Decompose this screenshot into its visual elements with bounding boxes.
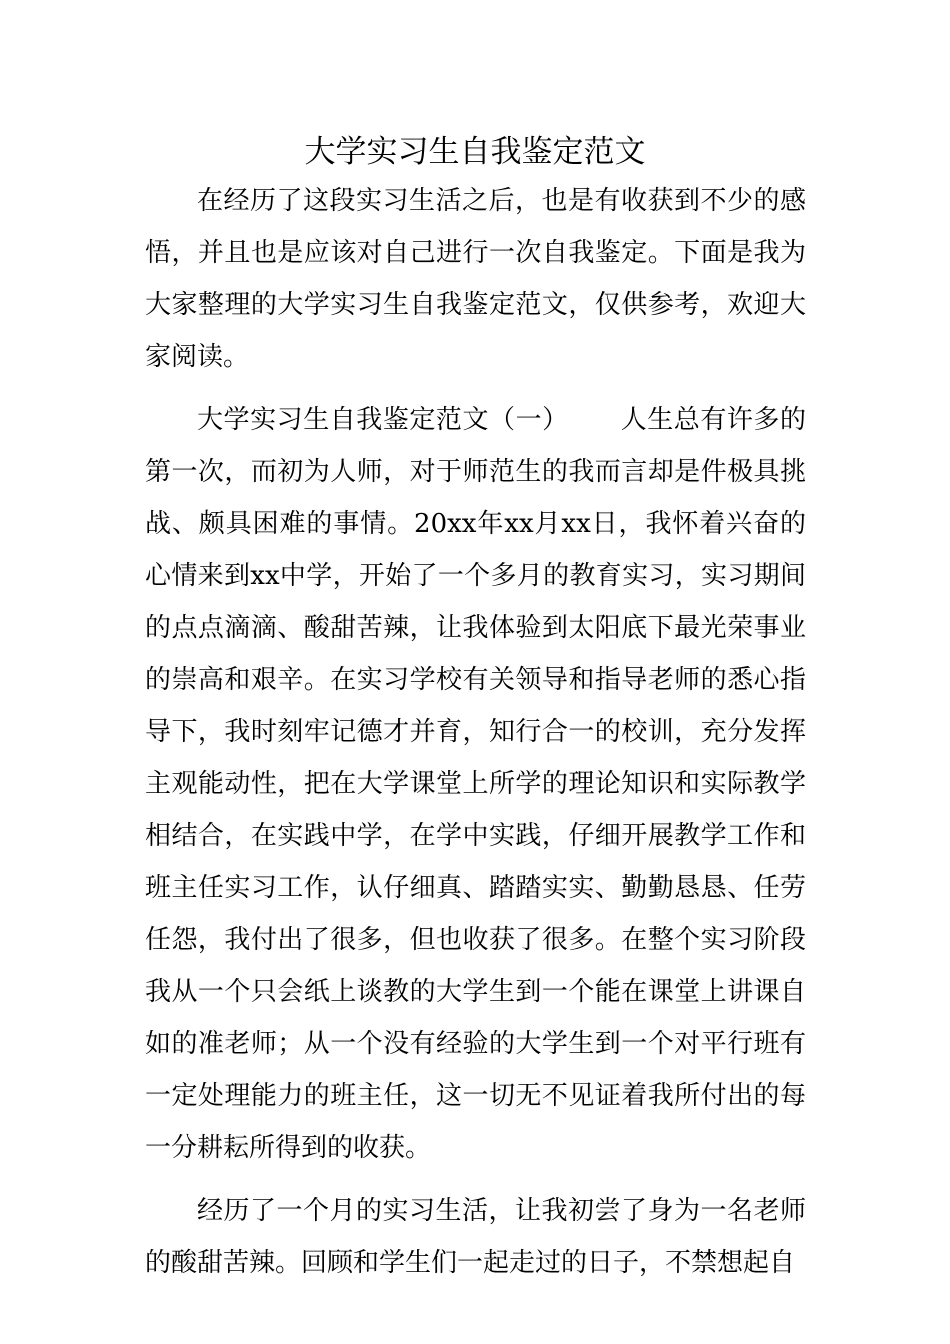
section-one-paragraph [145, 394, 806, 1174]
section-one-text: 人生总有许多的第一次，而初为人师，对于师范生的我而言却是件极具挑战、颇具困难的事情。20xx年xx月xx日，我怀着兴奋的心情来到xx中学，开始了一个多月的教育实习，实习期间的点点滴滴、酸甜苦辣，让我体验到太阳底下最光荣事业的崇高和艰辛。在实习学校有关领导和指导老师的悉心指导下，我时刻牢记德才并育，知行合一的校训，充分发挥主观能动性，把在大学课堂上所学的理论知识和实际教学相结合，在实践中学，在学中实践，仔细开展教学工作和班主任实习工作，认仔细真、踏踏实实、勤勤恳恳、任劳任怨，我付出了很多，但也收获了很多。在整个实习阶段我从一个只会纸上谈教的大学生到一个能在课堂上讲课自如的准老师；从一个没有经验的大学生到一个对平行班有一定处理能力的班主任，这一切无不见证着我所付出的每一分耕耘所得到的收获。 [145, 405, 806, 1163]
paragraph-gap [145, 1174, 806, 1185]
paragraph-gap [145, 383, 806, 394]
section-heading: 大学实习生自我鉴定范文（一） [197, 405, 569, 435]
intro-paragraph: 在经历了这段实习生活之后，也是有收获到不少的感悟，并且也是应该对自己进行一次自我鉴定。下面是我为大家整理的大学实习生自我鉴定范文，仅供参考，欢迎大家阅读。 [145, 186, 806, 372]
document-body [145, 175, 806, 1289]
document-title: 大学实习生自我鉴定范文 [304, 134, 646, 170]
section-two-paragraph: 经历了一个月的实习生活，让我初尝了身为一名老师的酸甜苦辣。回顾和学生们一起走过的日子，不禁想起自 [145, 1196, 806, 1278]
